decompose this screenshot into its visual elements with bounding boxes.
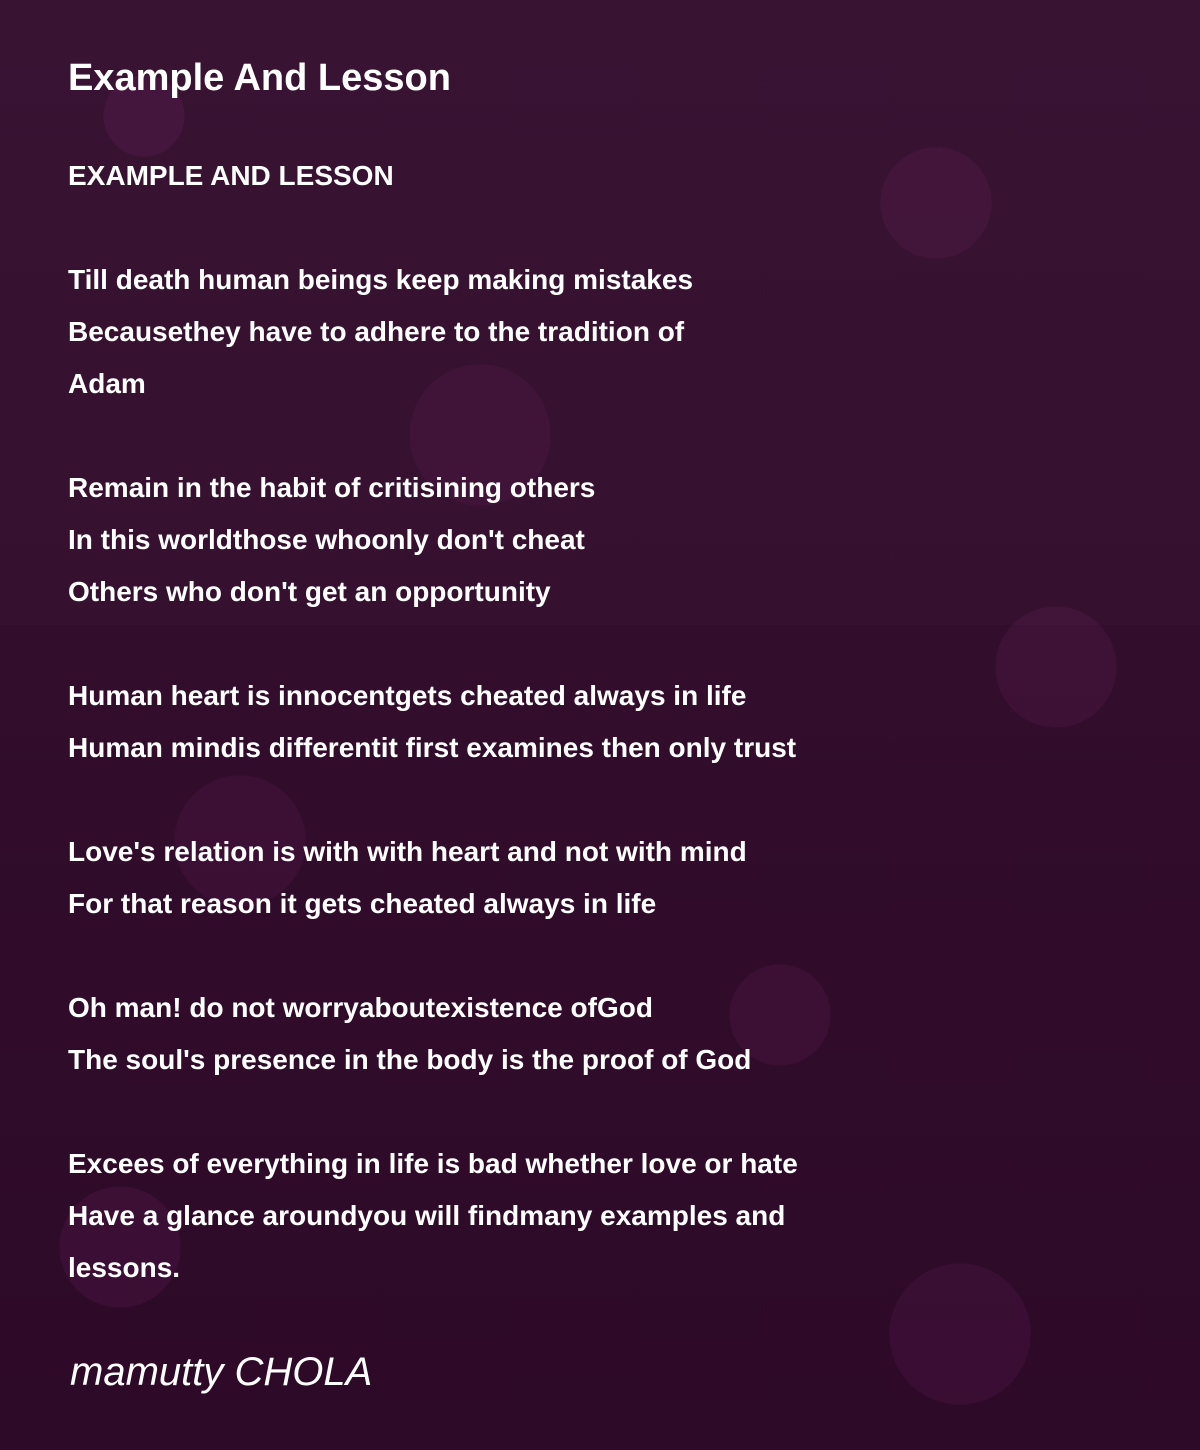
poem-stanza (68, 826, 798, 930)
poem-line: For that reason it gets cheated always in life (68, 888, 657, 919)
poem-line: In this worldthose whoonly don't cheat (68, 524, 585, 555)
poem-line: Human heart is innocentgets cheated always in life (68, 680, 747, 711)
poem-line: Have a glance aroundyou will findmany examples and (68, 1200, 786, 1231)
poem-line: Human mindis differentit first examines then only trust (68, 732, 797, 763)
poem-heading: EXAMPLE AND LESSON (68, 160, 394, 191)
poem-body (68, 150, 798, 1294)
author-name: mamutty CHOLA (70, 1350, 373, 1394)
poem-stanza (68, 150, 798, 202)
poem-stanza (68, 670, 798, 774)
poem-line: Till death human beings keep making mistakes (68, 264, 694, 295)
poem-line: Oh man! do not worryaboutexistence ofGod (68, 992, 653, 1023)
poem-line: Excees of everything in life is bad whether love or hate (68, 1148, 798, 1179)
poem-line: Becausethey have to adhere to the tradition of (68, 316, 685, 347)
poem-line: Love's relation is with with heart and not with mind (68, 836, 747, 867)
poem-line: The soul's presence in the body is the proof of God (68, 1044, 752, 1075)
poem-line: Others who don't get an opportunity (68, 576, 551, 607)
poem-stanza (68, 982, 798, 1086)
poem-line: Remain in the habit of critisining others (68, 472, 596, 503)
poem-line: Adam (68, 368, 146, 399)
poem-stanza (68, 462, 798, 618)
poem-stanza (68, 1138, 798, 1294)
page-title: Example And Lesson (68, 57, 451, 99)
poem-line: lessons. (68, 1252, 181, 1283)
poem-stanza (68, 254, 798, 410)
